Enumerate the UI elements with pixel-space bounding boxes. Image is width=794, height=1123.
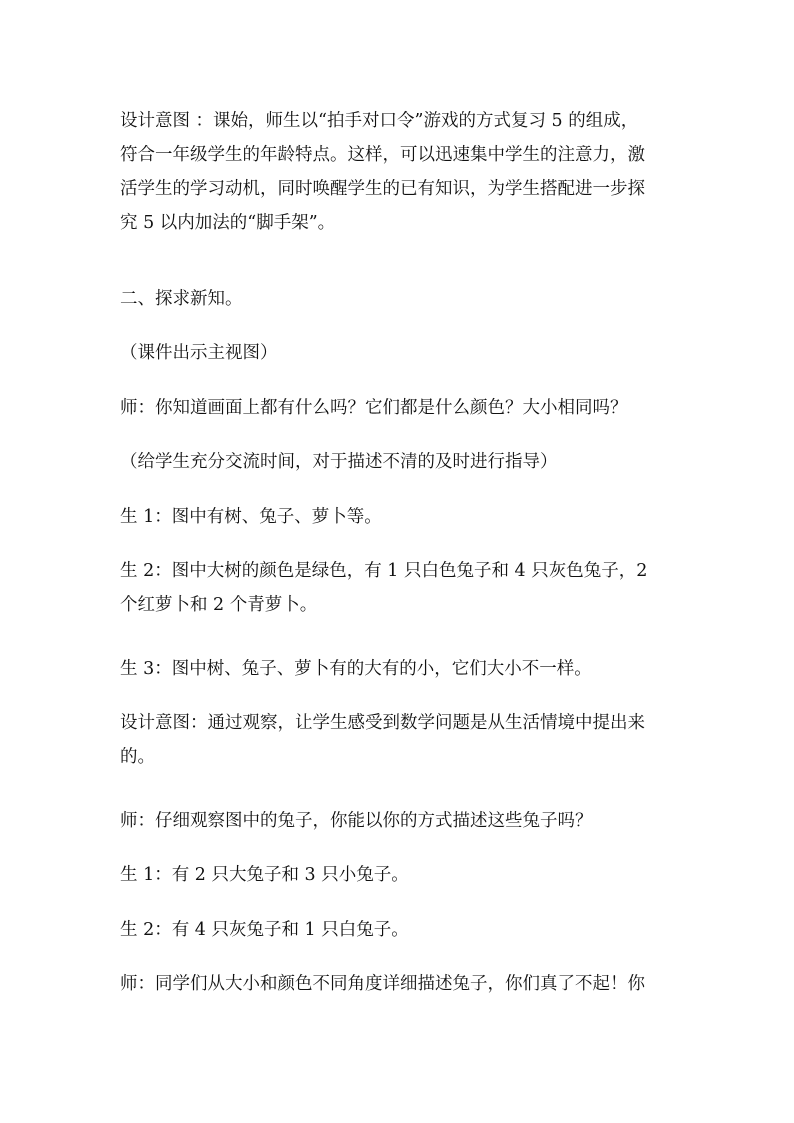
- text-line: 师：仔细观察图中的兔子，你能以你的方式描述这些兔子吗？: [120, 811, 593, 831]
- text-line: 二、探求新知。: [120, 289, 243, 309]
- stage-direction: [120, 336, 680, 370]
- text-line: 生 1：有 2 只大兔子和 3 只小兔子。: [120, 865, 409, 885]
- design-intent-paragraph-1: [120, 104, 680, 240]
- student-answer-1: [120, 500, 680, 534]
- text-line: 设计意图 ：课始，师生以“拍手对口令”游戏的方式复习 5 的组成，: [120, 111, 639, 131]
- section-heading: [120, 282, 680, 316]
- teacher-question-1: [120, 391, 680, 425]
- text-line: 生 3：图中树、兔子、萝卜有的大有的小，它们大小不一样。: [120, 659, 592, 679]
- text-line: 符合一年级学生的年龄特点。这样，可以迅速集中学生的注意力，激: [120, 145, 645, 165]
- student-answer-4: [120, 858, 680, 892]
- text-line: 究 5 以内加法的“脚手架”。: [120, 213, 336, 233]
- text-line: 师：你知道画面上都有什么吗？它们都是什么颜色？大小相同吗？: [120, 398, 628, 418]
- text-line: 生 2：图中大树的颜色是绿色，有 1 只白色兔子和 4 只灰色兔子，2: [120, 561, 648, 581]
- text-line: 的。: [120, 747, 155, 767]
- stage-direction-2: [120, 445, 680, 479]
- text-line: （给学生充分交流时间，对于描述不清的及时进行指导）: [120, 452, 558, 472]
- student-answer-2: [120, 554, 680, 622]
- teacher-question-2: [120, 804, 680, 838]
- teacher-praise: [120, 967, 680, 1001]
- text-line: 生 1：图中有树、兔子、萝卜等。: [120, 507, 382, 527]
- text-line: 师：同学们从大小和颜色不同角度详细描述兔子，你们真了不起！你: [120, 974, 645, 994]
- text-line: 生 2：有 4 只灰兔子和 1 只白兔子。: [120, 920, 409, 940]
- text-line: 个红萝卜和 2 个青萝卜。: [120, 595, 318, 615]
- student-answer-3: [120, 652, 680, 686]
- student-answer-5: [120, 913, 680, 947]
- text-line: （课件出示主视图）: [120, 343, 278, 363]
- design-intent-paragraph-2: [120, 706, 680, 774]
- text-line: 设计意图：通过观察，让学生感受到数学问题是从生活情境中提出来: [120, 713, 645, 733]
- text-line: 活学生的学习动机，同时唤醒学生的已有知识，为学生搭配进一步探: [120, 179, 645, 199]
